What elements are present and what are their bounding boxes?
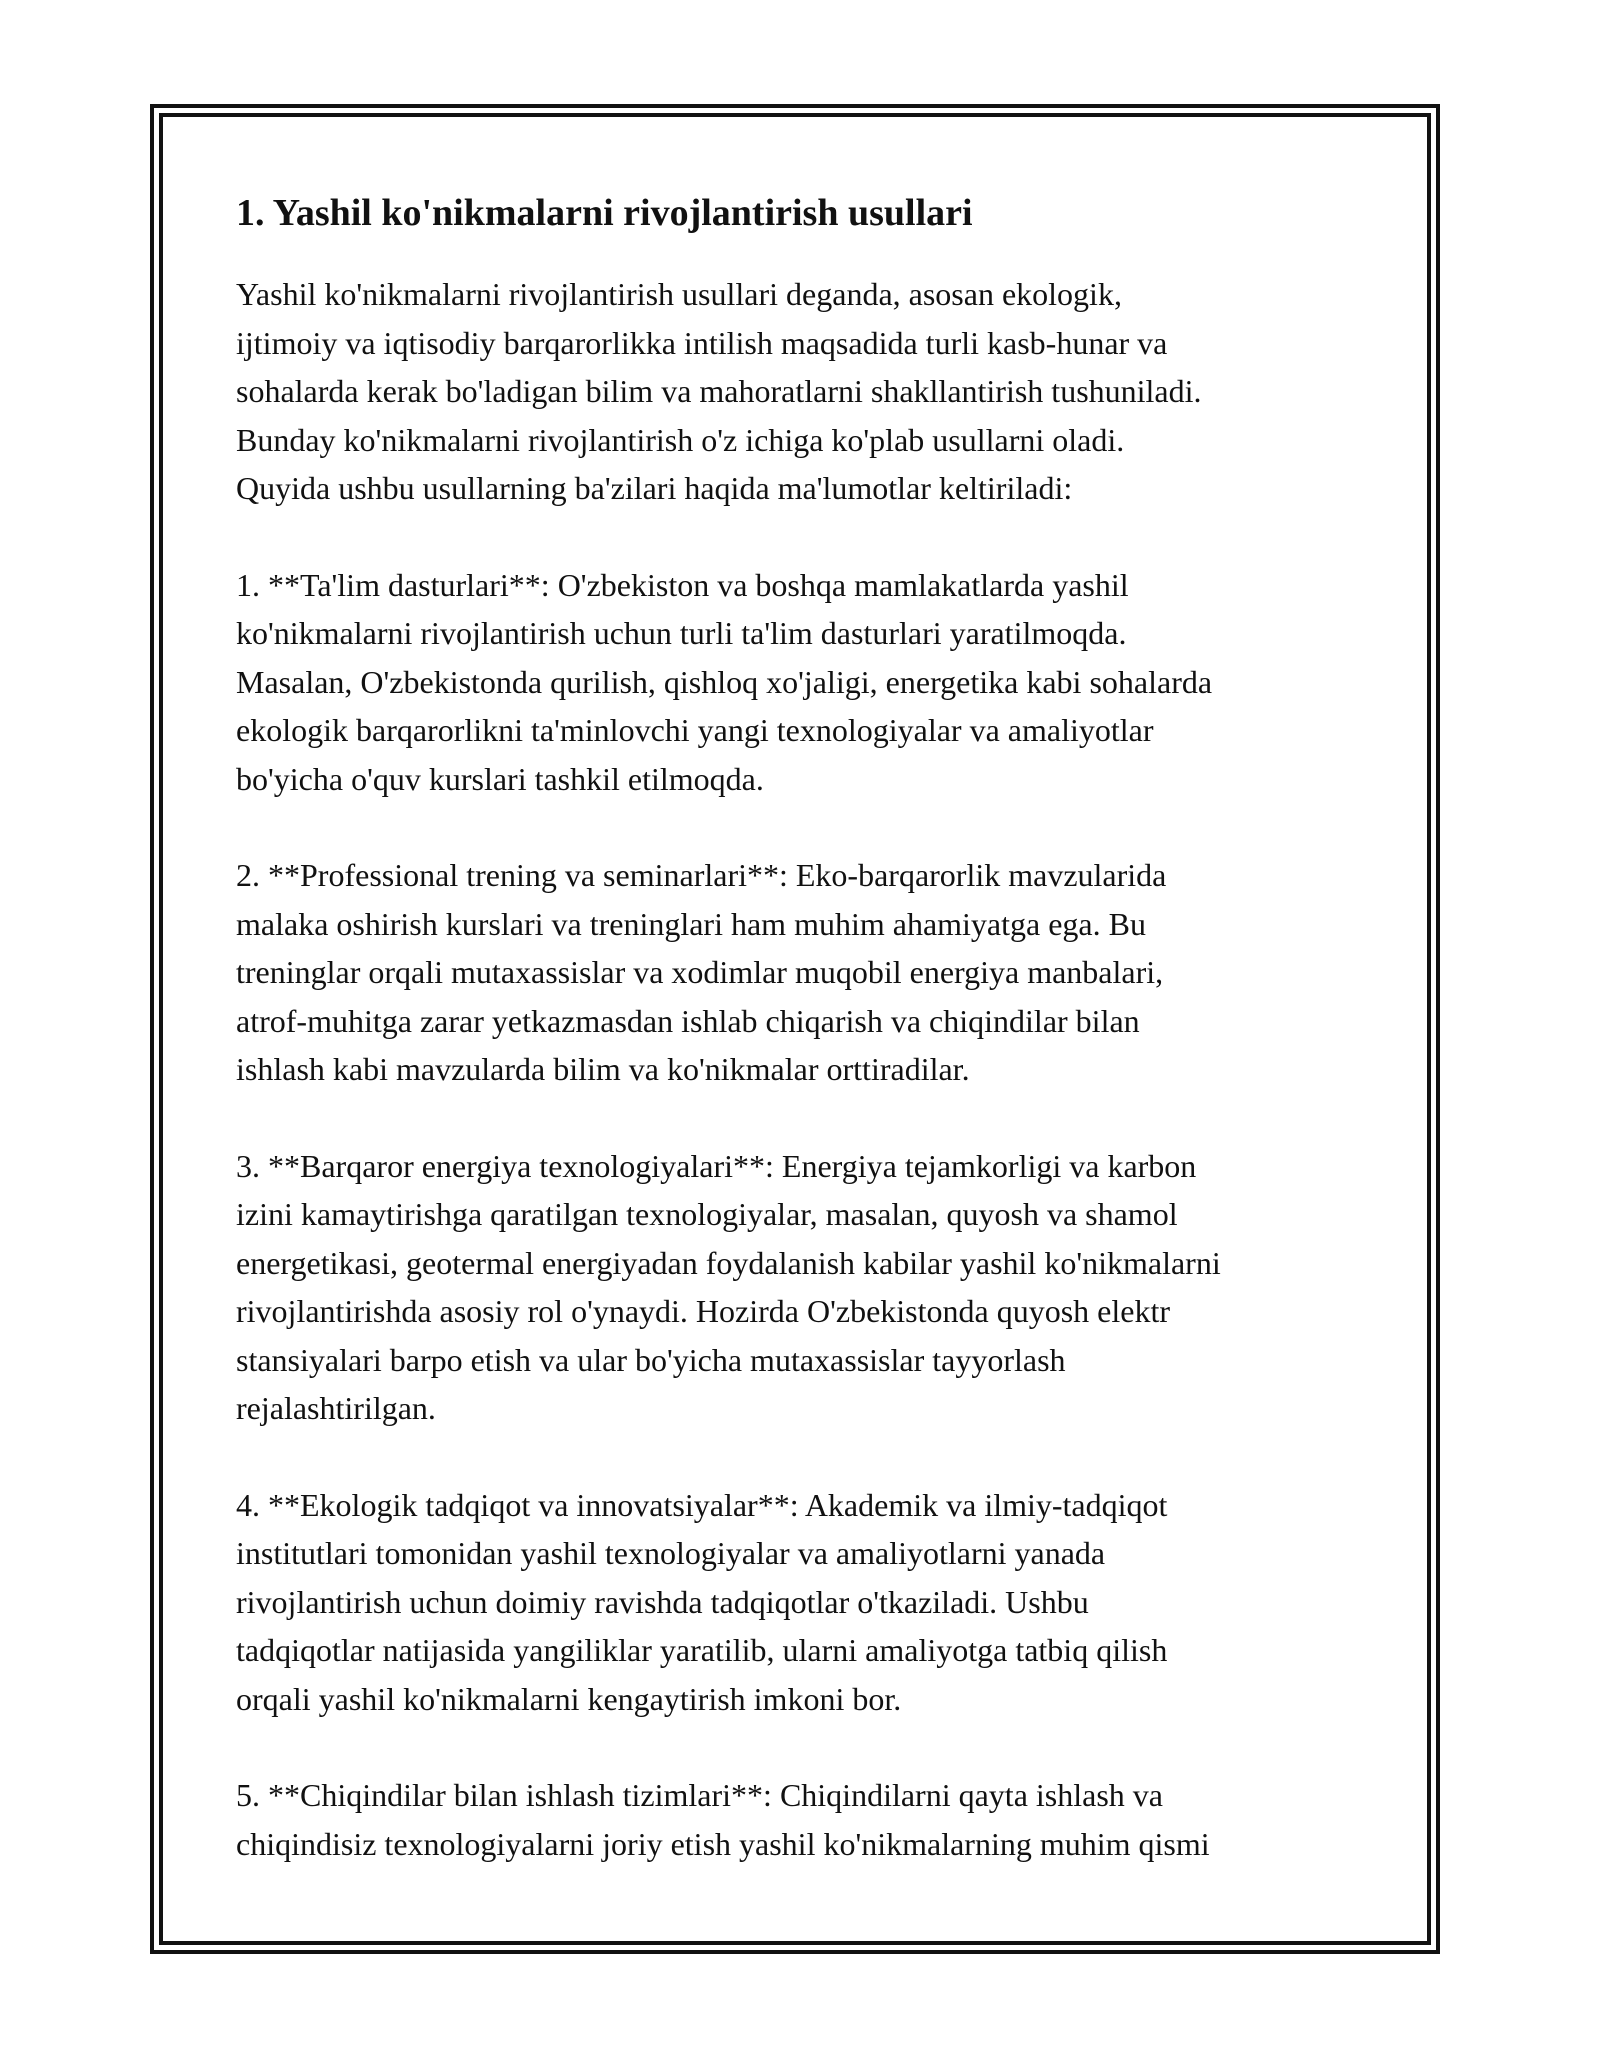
text-line: Masalan, O'zbekistonda qurilish, qishloq xo'jaligi, energetika kabi sohalarda [236, 663, 1213, 700]
text-line: chiqindisiz texnologiyalarni joriy etish yashil ko'nikmalarning muhim qismi [236, 1825, 1210, 1862]
text-line: rivojlantirish uchun doimiy ravishda tadqiqotlar o'tkaziladi. Ushbu [236, 1583, 1089, 1620]
text-line: 1. **Ta'lim dasturlari**: O'zbekiston va boshqa mamlakatlarda yashil [236, 566, 1129, 603]
text-line: 4. **Ekologik tadqiqot va innovatsiyalar**: Akademik va ilmiy-tadqiqot [236, 1486, 1168, 1523]
text-line: rivojlantirishda asosiy rol o'ynaydi. Hozirda O'zbekistonda quyosh elektr [236, 1293, 1170, 1329]
text-line: malaka oshirish kurslari va treninglari ham muhim ahamiyatga ega. Bu [236, 905, 1146, 942]
text-line: tadqiqotlar natijasida yangiliklar yaratilib, ularni amaliyotga tatbiq qilish [236, 1632, 1168, 1668]
text-line: treninglar orqali mutaxassislar va xodimlar muqobil energiya manbalari, [236, 954, 1164, 990]
text-line: 2. **Professional trening va seminarlari**: Eko-barqarorlik mavzularida [236, 857, 1167, 893]
text-line: rejalashtirilgan. [236, 1390, 436, 1426]
text-line: Quyida ushbu usullarning ba'zilari haqida ma'lumotlar keltiriladi: [236, 470, 1073, 506]
section-heading: 1. Yashil ko'nikmalarni rivojlantirish usullari [236, 192, 973, 234]
text-line: sohalarda kerak bo'ladigan bilim va mahoratlarni shakllantirish tushuniladi. [236, 373, 1202, 409]
text-line: energetikasi, geotermal energiyadan foydalanish kabilar yashil ko'nikmalarni [236, 1244, 1221, 1281]
text-line: 5. **Chiqindilar bilan ishlash tizimlari**: Chiqindilarni qayta ishlash va [236, 1777, 1163, 1813]
text-line: atrof-muhitga zarar yetkazmasdan ishlab chiqarish va chiqindilar bilan [236, 1002, 1140, 1039]
text-line: Yashil ko'nikmalarni rivojlantirish usullari deganda, asosan ekologik, [236, 276, 1122, 312]
text-line: izini kamaytirishga qaratilgan texnologiyalar, masalan, quyosh va shamol [236, 1196, 1178, 1232]
list-item-paragraph-4 [236, 1481, 1376, 1724]
text-line: 3. **Barqaror energiya texnologiyalari**: Energiya tejamkorligi va karbon [236, 1147, 1197, 1184]
text-line: ijtimoiy va iqtisodiy barqarorlikka intilish maqsadida turli kasb-hunar va [236, 324, 1168, 361]
list-item-paragraph-5 [236, 1771, 1376, 1868]
intro-paragraph [236, 270, 1376, 513]
list-item-paragraph-2 [236, 851, 1376, 1094]
text-line: ishlash kabi mavzularda bilim va ko'nikmalar orttiradilar. [236, 1051, 970, 1087]
text-line: Bunday ko'nikmalarni rivojlantirish o'z ichiga ko'plab usullarni oladi. [236, 421, 1125, 458]
text-line: ko'nikmalarni rivojlantirish uchun turli ta'lim dasturlari yaratilmoqda. [236, 615, 1127, 651]
text-line: institutlari tomonidan yashil texnologiyalar va amaliyotlarni yanada [236, 1535, 1106, 1571]
text-line: bo'yicha o'quv kurslari tashkil etilmoqda. [236, 760, 764, 797]
text-line: ekologik barqarorlikni ta'minlovchi yangi texnologiyalar va amaliyotlar [236, 712, 1154, 748]
text-line: stansiyalari barpo etish va ular bo'yicha mutaxassislar tayyorlash [236, 1341, 1066, 1378]
list-item-paragraph-1 [236, 561, 1376, 804]
document-body [236, 186, 1376, 1916]
list-item-paragraph-3 [236, 1142, 1376, 1433]
text-line: orqali yashil ko'nikmalarni kengaytirish imkoni bor. [236, 1680, 902, 1717]
